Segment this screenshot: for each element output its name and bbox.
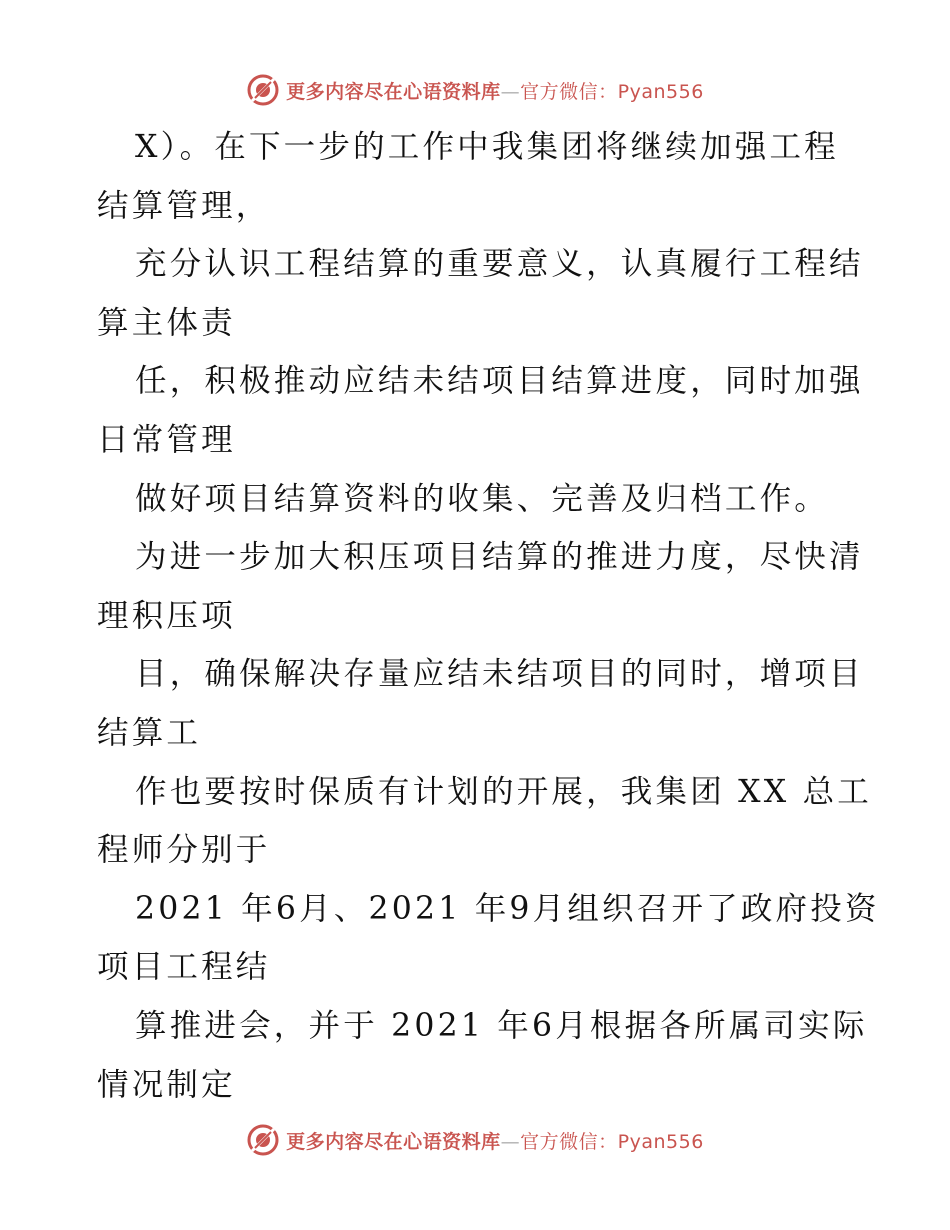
text-line: 为进一步加大积压项目结算的推进力度，尽快清 xyxy=(135,539,864,576)
text-line: 2021 年6月、2021 年9月组织召开了政府投资 xyxy=(135,890,880,927)
banner-lead: 更多内容尽在心语资料库 xyxy=(286,80,501,103)
text-line: 程师分别于 xyxy=(97,832,271,869)
banner-text xyxy=(286,77,704,104)
text-line: 任，积极推动应结未结项目结算进度，同时加强 xyxy=(135,363,864,400)
text-line: 结算工 xyxy=(97,714,202,751)
text-line: 做好项目结算资料的收集、完善及归档工作。 xyxy=(135,480,830,517)
text-line: 情况制定 xyxy=(97,1066,236,1103)
banner-dash: — xyxy=(500,1130,521,1153)
text-line: X）。在下一步的工作中我集团将继续加强工程 xyxy=(135,129,839,165)
banner-dash: — xyxy=(500,80,521,103)
text-line: 日常管理 xyxy=(97,421,236,458)
header-banner xyxy=(0,70,950,110)
brand-logo-icon xyxy=(246,1123,280,1157)
text-line: 理积压项 xyxy=(97,597,236,634)
banner-lead: 更多内容尽在心语资料库 xyxy=(286,1130,501,1153)
brand-logo-icon xyxy=(246,73,280,107)
document-body xyxy=(97,118,880,1114)
text-line: 目，确保解决存量应结未结项目的同时，增项目 xyxy=(135,656,864,693)
text-line: 作也要按时保质有计划的开展，我集团 XX 总工 xyxy=(135,773,872,810)
text-line: 算主体责 xyxy=(97,304,236,341)
text-line: 结算管理， xyxy=(97,187,271,224)
text-line: 算推进会，并于 2021 年6月根据各所属司实际 xyxy=(135,1007,868,1044)
text-line: 项目工程结 xyxy=(97,949,271,986)
banner-wechat: 官方微信：Pyan556 xyxy=(520,1130,704,1153)
text-line: 充分认识工程结算的重要意义，认真履行工程结 xyxy=(135,246,864,283)
banner-wechat: 官方微信：Pyan556 xyxy=(520,80,704,103)
banner-text xyxy=(286,1127,704,1154)
footer-banner xyxy=(0,1120,950,1160)
